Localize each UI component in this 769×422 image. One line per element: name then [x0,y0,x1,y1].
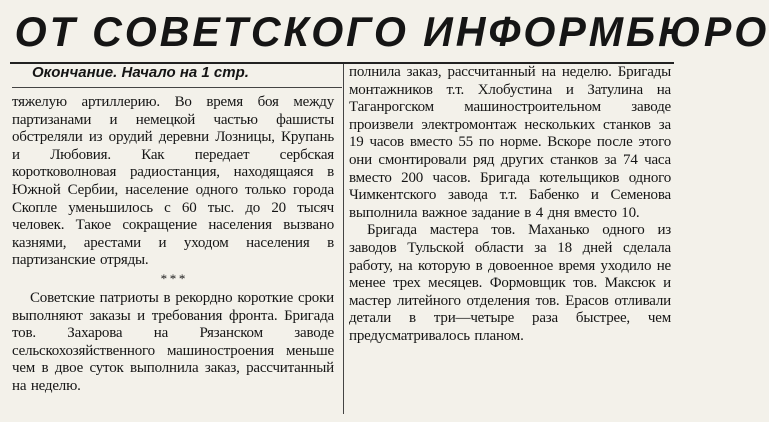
right-paragraph-2: Бригада мастера тов. Маханько одного из заводов Тульской области за 18 дней сделала работу, на которую в довоенное время уходило не менее трех месяцев. Формовщик тов. Максюк и мастер литейного отделения тов. Ерасов отливали детали в три—четыре раза быстрее, чем предусматривалось планом. [349,222,671,344]
right-column [349,64,671,346]
subhead-rule [12,87,342,88]
left-paragraph-1: тяжелую артиллерию. Во время боя между партизанами и немецкой частью фашисты обстреляли из орудий деревни Лозницы, Крупань и Любовия. Как передает сербская коротковолновая радиостанция, находящаяся в Южной Сербии, население одного только города Скопле уменьшилось с 60 тыс. до 20 тысяч человек. Такое сокращение населения вызвано казнями, арестами и уходом населения в партизанские отряды. [12,94,334,269]
headline: ОТ СОВЕТСКОГО ИНФОРМБЮРО [14,8,769,55]
left-paragraph-2: Советские патриоты в рекордно короткие сроки выполняют заказы и требования фронта. Бригада тов. Захарова на Рязанском заводе сельскохозяйственного машиностроения меньше чем в двое суток выполнила заказ, рассчитанный на неделю. [12,289,334,394]
right-paragraph-1: полнила заказ, рассчитанный на неделю. Бригады монтажников т.т. Хлобустина и Затулина на Таганрогском машиностроительном заводе произвели электромонтаж нескольких станков за 19 часов вместо 55 по норме. Вскоре после этого они смонтировали ряд других станков за 74 часа вместо 200 часов. Бригада котельщиков одного Чимкентского завода т.т. Бабенко и Семенова выполнила важное задание в 4 дня вместо 10. [349,64,671,221]
column-divider [343,64,344,414]
left-column [12,64,334,396]
continuation-subhead: Окончание. Начало на 1 стр. [32,64,249,81]
section-separator: * * * [160,270,186,286]
